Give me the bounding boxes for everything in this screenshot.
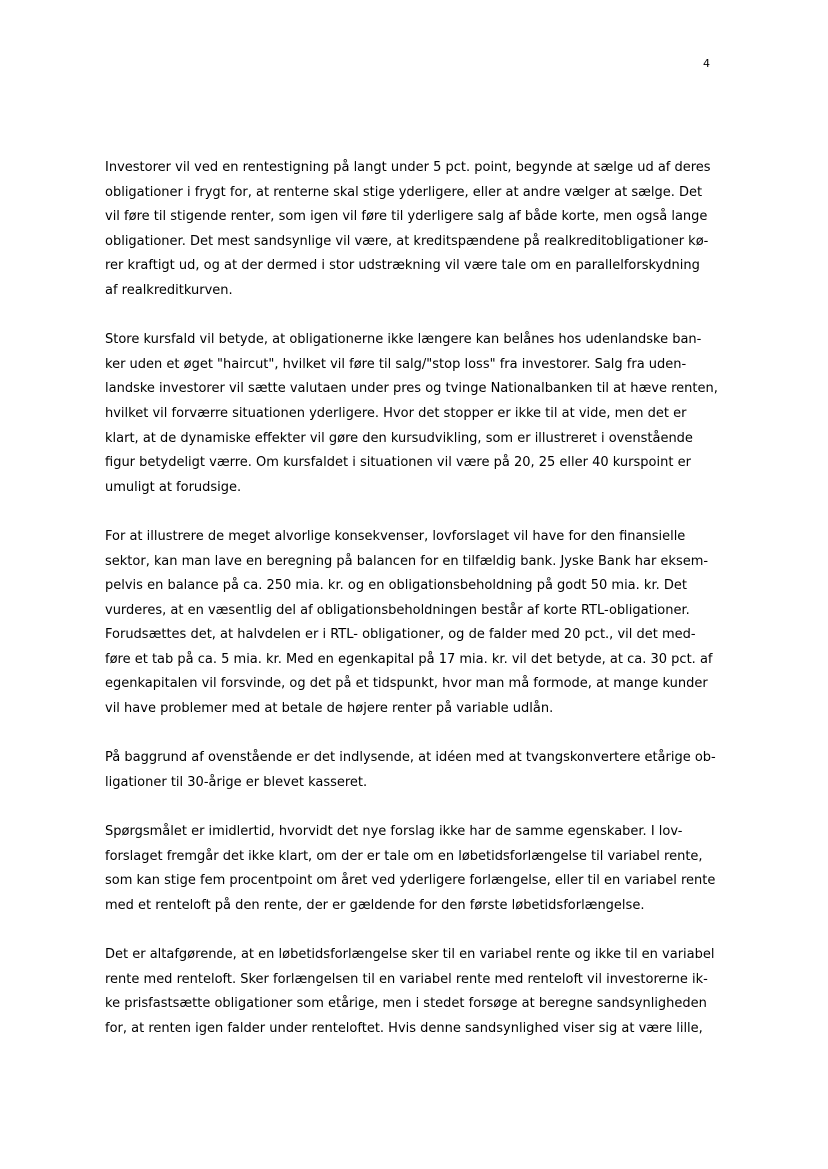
page-number: 4: [703, 57, 710, 70]
text-line: pelvis en balance på ca. 250 mia. kr. og en obligationsbeholdning på godt 50 mia. kr. Det: [105, 578, 687, 594]
paragraph-bank-example: [105, 525, 725, 722]
text-line: vil have problemer med at betale de højere renter på variable udlån.: [105, 701, 554, 717]
text-line: egenkapitalen vil forsvinde, og det på et tidspunkt, hvor man må formode, at mange kunder: [105, 676, 708, 692]
paragraph-price-drops: [105, 328, 725, 500]
text-line: for, at renten igen falder under renteloftet. Hvis denne sandsynlighed viser sig at være lille,: [105, 1020, 703, 1036]
text-line: obligationer i frygt for, at renterne skal stige yderligere, eller at andre vælger at sælge. Det: [105, 184, 703, 200]
text-line: obligationer. Det mest sandsynlige vil være, at kreditspændene på realkreditobligationer kø-: [105, 233, 709, 249]
text-line: umuligt at forudsige.: [105, 479, 242, 495]
text-line: ker uden et øget "haircut", hvilket vil føre til salg/"stop loss" fra investorer. Salg fra uden-: [105, 356, 687, 372]
text-line: ligationer til 30-årige er blevet kasseret.: [105, 774, 368, 790]
paragraph-rate-cap: [105, 943, 725, 1041]
paragraph-new-proposal: [105, 820, 725, 918]
text-line: vil føre til stigende renter, som igen vil føre til yderligere salg af både korte, men også lange: [105, 209, 708, 225]
text-line: med et renteloft på den rente, der er gældende for den første løbetidsforlængelse.: [105, 897, 645, 913]
text-line: rer kraftigt ud, og at der dermed i stor udstrækning vil være tale om en parallelforskydning: [105, 258, 700, 274]
text-line: Det er altafgørende, at en løbetidsforlængelse sker til en variabel rente og ikke til en variabel: [105, 947, 715, 962]
text-line: rente med renteloft. Sker forlængelsen til en variabel rente med renteloft vil investorerne ik-: [105, 971, 708, 987]
text-line: Investorer vil ved en rentestigning på langt under 5 pct. point, begynde at sælge ud af deres: [105, 160, 711, 175]
paragraph-investor-sales: [105, 156, 725, 304]
text-line: sektor, kan man lave en beregning på balancen for en tilfældig bank. Jyske Bank har eksem-: [105, 553, 709, 569]
paragraph-conversion-rejected: [105, 746, 725, 795]
text-line: ke prisfastsætte obligationer som etårige, men i stedet forsøge at beregne sandsynligheden: [105, 996, 707, 1012]
text-line: hvilket vil forværre situationen yderligere. Hvor det stopper er ikke til at vide, men det er: [105, 405, 687, 421]
text-line: Forudsættes det, at halvdelen er i RTL- obligationer, og de falder med 20 pct., vil det med-: [105, 627, 696, 643]
text-line: vurderes, at en væsentlig del af obligationsbeholdningen består af korte RTL-obligationer.: [105, 602, 690, 618]
text-line: forslaget fremgår det ikke klart, om der er tale om en løbetidsforlængelse til variabel rente,: [105, 848, 703, 864]
text-line: figur betydeligt værre. Om kursfaldet i situationen vil være på 20, 25 eller 40 kurspoint er: [105, 455, 691, 471]
document-body: [105, 156, 725, 1066]
text-line: Spørgsmålet er imidlertid, hvorvidt det nye forslag ikke har de samme egenskaber. I lov-: [105, 824, 683, 840]
text-line: Store kursfald vil betyde, at obligationerne ikke længere kan belånes hos udenlandske ban-: [105, 332, 702, 348]
text-line: For at illustrere de meget alvorlige konsekvenser, lovforslaget vil have for den finansielle: [105, 528, 686, 544]
text-line: som kan stige fem procentpoint om året ved yderligere forlængelse, eller til en variabel rente: [105, 873, 716, 889]
text-line: klart, at de dynamiske effekter vil gøre den kursudvikling, som er illustreret i ovenstående: [105, 430, 693, 446]
text-line: landske investorer vil sætte valutaen under pres og tvinge Nationalbanken til at hæve renten,: [105, 381, 718, 397]
text-line: På baggrund af ovenstående er det indlysende, at idéen med at tvangskonvertere etårige ob-: [105, 750, 716, 766]
text-line: føre et tab på ca. 5 mia. kr. Med en egenkapital på 17 mia. kr. vil det betyde, at ca. 30 pct. af: [105, 651, 713, 667]
text-line: af realkreditkurven.: [105, 282, 233, 298]
